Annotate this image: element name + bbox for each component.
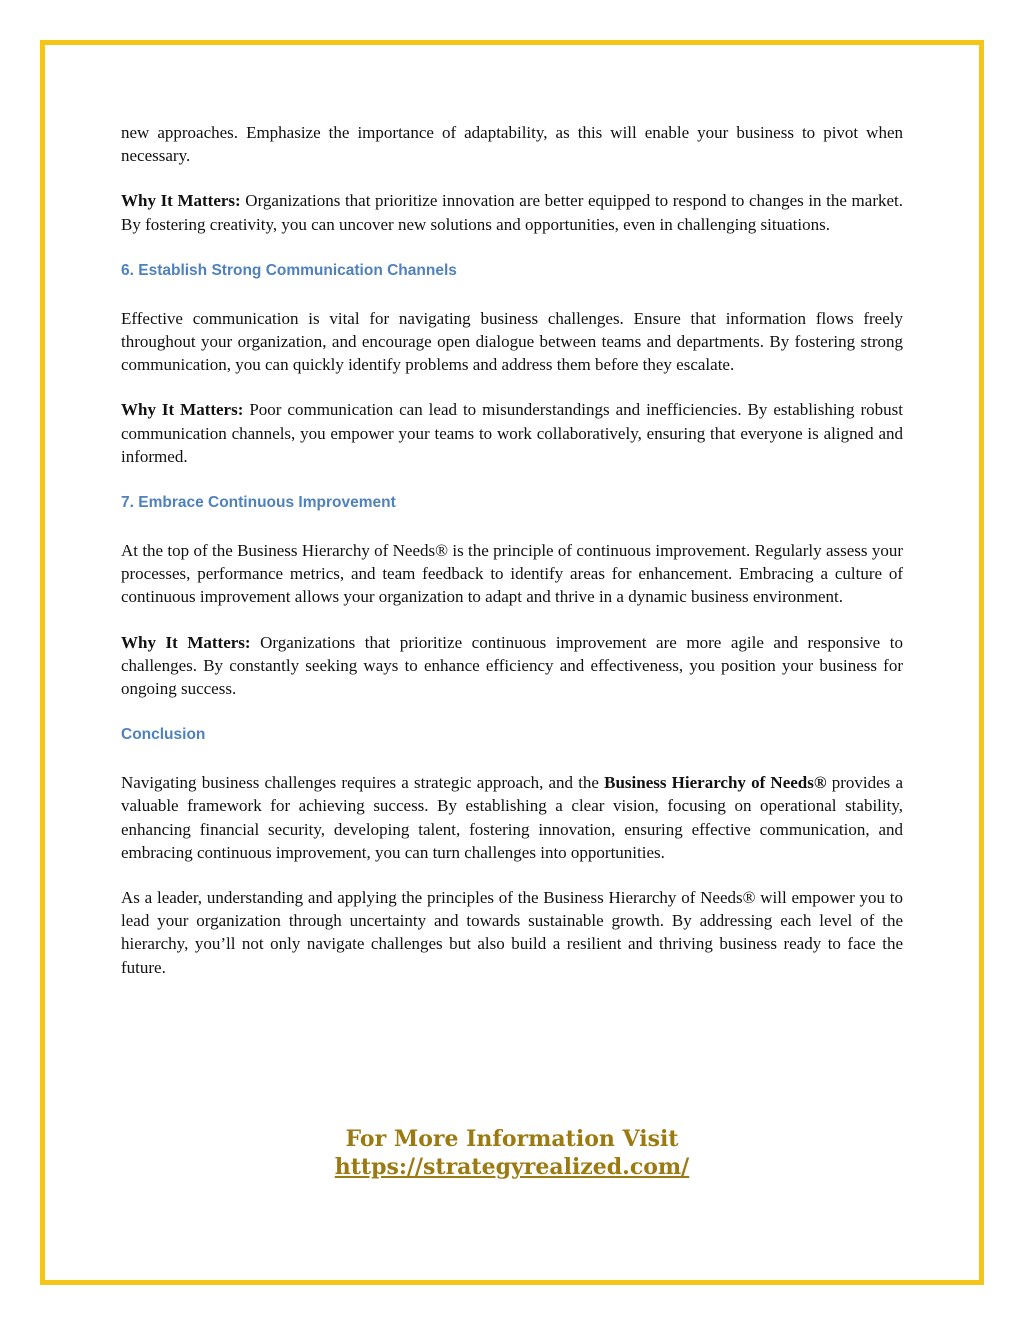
brand-name: Business Hierarchy of Needs® <box>604 773 827 793</box>
footer-title: For More Information Visit <box>345 1126 679 1152</box>
conclusion-paragraph-2: As a leader, understanding and applying the principles of the Business Hierarchy of Needs® will empower you to lead your organization through uncertainty and towards sustainable growth. By addressing each level of the hierarchy, you’ll not only navigate challenges but also build a resilient and thriving business ready to face the future. <box>121 888 903 977</box>
section-7-body: At the top of the Business Hierarchy of Needs® is the principle of continuous improvement. Regularly assess your processes, performance metrics, and team feedback to identify areas for enhancement. Embracing a culture of continuous improvement allows your organization to adapt and thrive in a dynamic business environment. <box>121 541 903 607</box>
why-text: Poor communication can lead to misunderstandings and inefficiencies. By establishing robust communication channels, you empower your teams to work collaboratively, ensuring that everyone is aligned and informed. <box>121 400 904 466</box>
section-6-heading: 6. Establish Strong Communication Channels <box>121 261 457 279</box>
website-link[interactable]: https://strategyrealized.com/ <box>334 1154 690 1180</box>
section-7-why-paragraph <box>121 631 903 701</box>
why-text: Organizations that prioritize innovation are better equipped to respond to changes in the market. By fostering creativity, you can uncover new solutions and opportunities, even in challenging situations. <box>121 191 903 234</box>
section-7-heading: 7. Embrace Continuous Improvement <box>121 494 396 512</box>
why-label: Why It Matters: <box>121 400 244 420</box>
footer-cta <box>40 1125 984 1181</box>
intro-paragraph: new approaches. Emphasize the importance of adaptability, as this will enable your business to pivot when necessary. <box>121 123 903 166</box>
conclusion-text: Navigating business challenges requires a strategic approach, and the <box>121 773 605 793</box>
why-text: Organizations that prioritize continuous improvement are more agile and responsive to challenges. By constantly seeking ways to enhance efficiency and effectiveness, you position your business for ongoing success. <box>121 632 904 699</box>
section-6-body: Effective communication is vital for navigating business challenges. Ensure that information flows freely throughout your organization, and encourage open dialogue between teams and departments. By fostering strong communication, you can quickly identify problems and address them before they escalate. <box>121 308 903 375</box>
conclusion-paragraph-1 <box>121 771 903 864</box>
conclusion-text: provides a valuable framework for achieving success. By establishing a clear vision, focusing on operational stability, enhancing financial security, developing talent, fostering innovation, ensuring effective communication, and embracing continuous improvement, you can turn challenges into opportunities. <box>121 773 903 862</box>
conclusion-heading: Conclusion <box>121 726 206 744</box>
why-label: Why It Matters: <box>121 632 251 652</box>
document-body <box>121 121 903 979</box>
why-label: Why It Matters: <box>121 191 241 211</box>
innovation-why-paragraph <box>121 189 903 235</box>
section-6-why-paragraph <box>121 398 903 468</box>
